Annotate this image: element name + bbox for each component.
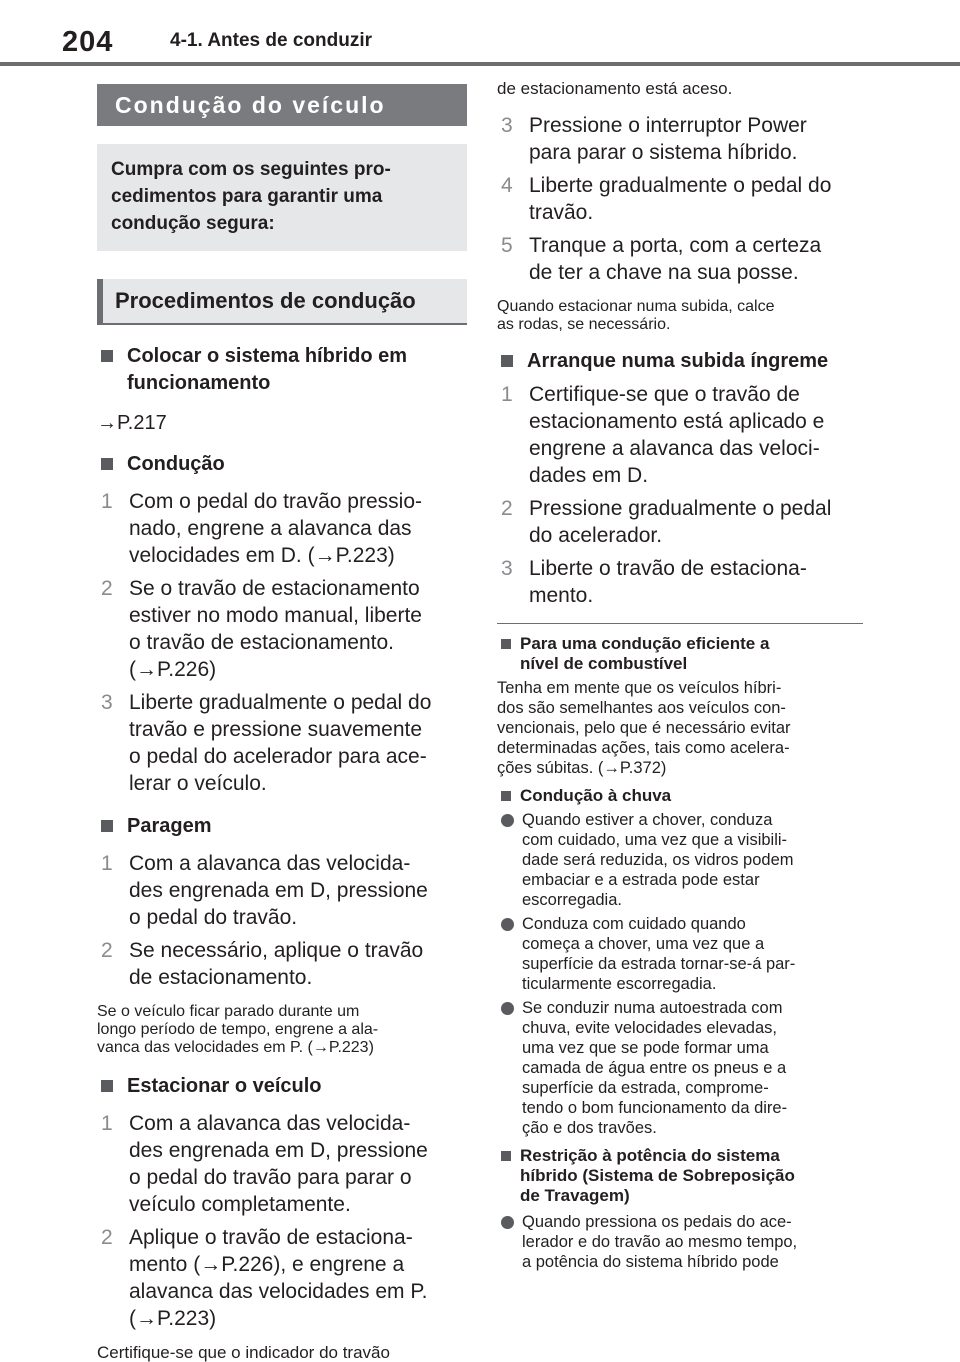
text-line: chuva, evite velocidades elevadas, xyxy=(522,1019,777,1037)
intro-line: condução segura: xyxy=(111,213,275,234)
step-number: 2 xyxy=(501,497,513,520)
step-number: 1 xyxy=(101,490,113,513)
step-item xyxy=(497,381,865,489)
text-line: ticularmente escorregadia. xyxy=(522,975,717,993)
step-line: Pressione o interruptor Power xyxy=(529,114,807,137)
step-line: mento (→P.226), e engrene a xyxy=(129,1253,405,1276)
step-line: velocidades em D. (→P.223) xyxy=(129,544,395,567)
step-line: (→P.226) xyxy=(129,658,217,681)
text-line: uma vez que se pode formar uma xyxy=(522,1039,769,1057)
step-number: 2 xyxy=(101,1226,113,1249)
round-bullet-icon xyxy=(501,918,514,931)
heading-line: Restrição à potência do sistema xyxy=(520,1146,780,1165)
step-item xyxy=(97,689,467,797)
text-line: tendo o bom funcionamento da dire- xyxy=(522,1099,788,1117)
text-line: dos são semelhantes aos veículos con- xyxy=(497,699,786,717)
heading-text: Estacionar o veículo xyxy=(127,1075,322,1097)
subsection-title: Procedimentos de condução xyxy=(97,279,467,325)
heading-line: híbrido (Sistema de Sobreposição xyxy=(520,1166,795,1185)
intro-line: Cumpra com os seguintes pro- xyxy=(111,159,391,180)
step-number: 1 xyxy=(101,1112,113,1135)
bullet-item xyxy=(497,1212,865,1272)
step-item xyxy=(97,1110,467,1218)
step-line: mento. xyxy=(529,584,594,607)
step-number: 2 xyxy=(101,939,113,962)
step-item xyxy=(497,555,865,609)
square-bullet-icon xyxy=(501,355,513,367)
step-item xyxy=(97,488,467,569)
note-line: as rodas, se necessário. xyxy=(497,316,671,333)
info-text xyxy=(497,678,865,778)
text-line: Se conduzir numa autoestrada com xyxy=(522,999,783,1017)
step-line: do acelerador. xyxy=(529,524,663,547)
text-line: determinadas ações, tais como acelera- xyxy=(497,739,790,757)
square-bullet-icon xyxy=(501,791,511,801)
square-bullet-icon xyxy=(101,350,113,362)
step-line: o pedal do acelerador para ace- xyxy=(129,745,427,768)
step-number: 5 xyxy=(501,234,513,257)
step-line: o travão de estacionamento. xyxy=(129,631,395,654)
page-number: 204 xyxy=(62,26,114,58)
step-line: Com o pedal do travão pressio- xyxy=(129,490,422,513)
page-header xyxy=(0,0,960,66)
step-line: travão e pressione suavemente xyxy=(129,718,423,741)
heading-driving xyxy=(97,451,467,478)
note-line: vanca das velocidades em P. (→P.223) xyxy=(97,1039,374,1056)
step-line: estiver no modo manual, liberte xyxy=(129,604,422,627)
text-line: superfície da estrada tornar-se-á par- xyxy=(522,955,796,973)
text-line: ções súbitas. (→P.372) xyxy=(497,759,667,777)
heading-start-hybrid xyxy=(97,343,467,397)
step-line: Liberte gradualmente o pedal do xyxy=(129,691,432,714)
step-line: Liberte gradualmente o pedal do xyxy=(529,174,832,197)
round-bullet-icon xyxy=(501,1002,514,1015)
step-item xyxy=(97,937,467,991)
text-line: Conduza com cuidado quando xyxy=(522,915,746,933)
text-line: ção e dos travões. xyxy=(522,1119,657,1137)
step-line: o pedal do travão. xyxy=(129,906,298,929)
bullet-item xyxy=(497,810,865,910)
step-line: Certifique-se que o travão de xyxy=(529,383,800,406)
heading-line: funcionamento xyxy=(127,372,271,394)
right-column xyxy=(497,78,865,1272)
text-line: a potência do sistema híbrido pode xyxy=(522,1253,779,1271)
step-line: Se o travão de estacionamento xyxy=(129,577,420,600)
step-item xyxy=(497,112,865,166)
step-line: Aplique o travão de estaciona- xyxy=(129,1226,413,1249)
step-line: para parar o sistema híbrido. xyxy=(529,141,798,164)
intro-box xyxy=(97,144,467,251)
text-line: embaciar e a estrada pode estar xyxy=(522,871,760,889)
note: Certifique-se que o indicador do travão xyxy=(97,1343,390,1362)
text-line: começa a chover, uma vez que a xyxy=(522,935,765,953)
step-line: nado, engrene a alavanca das xyxy=(129,517,412,540)
step-number: 1 xyxy=(501,383,513,406)
square-bullet-icon xyxy=(101,1080,113,1092)
step-line: lerar o veículo. xyxy=(129,772,267,795)
step-line: Com a alavanca das velocida- xyxy=(129,852,411,875)
step-item xyxy=(497,495,865,549)
text-line: escorregadia. xyxy=(522,891,622,909)
round-bullet-icon xyxy=(501,814,514,827)
header-divider xyxy=(0,62,960,66)
note-line: Se o veículo ficar parado durante um xyxy=(97,1003,360,1020)
section-title: Condução do veículo xyxy=(97,84,467,126)
text-line: Quando estiver a chover, conduza xyxy=(522,811,773,829)
continued-note: de estacionamento está aceso. xyxy=(497,79,733,98)
step-number: 3 xyxy=(101,691,113,714)
square-bullet-icon xyxy=(501,1151,511,1161)
square-bullet-icon xyxy=(501,639,511,649)
heading-text: Arranque numa subida íngreme xyxy=(527,350,829,372)
step-line: alavanca das velocidades em P. xyxy=(129,1280,428,1303)
step-number: 4 xyxy=(501,174,513,197)
step-line: engrene a alavanca das veloci- xyxy=(529,437,820,460)
text-line: com cuidado, uma vez que a visibili- xyxy=(522,831,788,849)
section-divider xyxy=(497,623,863,624)
step-line: Liberte o travão de estaciona- xyxy=(529,557,807,580)
step-item xyxy=(497,172,865,226)
step-line: des engrenada em D, pressione xyxy=(129,879,428,902)
heading-hill-start xyxy=(497,348,865,375)
step-line: estacionamento está aplicado e xyxy=(529,410,825,433)
round-bullet-icon xyxy=(501,1216,514,1229)
note-line: Quando estacionar numa subida, calce xyxy=(497,298,775,315)
intro-line: cedimentos para garantir uma xyxy=(111,186,383,207)
heading-line: de Travagem) xyxy=(520,1186,630,1205)
step-line: Com a alavanca das velocida- xyxy=(129,1112,411,1135)
heading-text: Condução à chuva xyxy=(520,786,672,805)
text-line: superfície da estrada, comprome- xyxy=(522,1079,769,1097)
step-item xyxy=(97,575,467,683)
heading-text: Paragem xyxy=(127,815,212,837)
heading-line: nível de combustível xyxy=(520,654,688,673)
step-number: 3 xyxy=(501,557,513,580)
step-line: Se necessário, aplique o travão xyxy=(129,939,424,962)
note-line: longo período de tempo, engrene a ala- xyxy=(97,1021,379,1038)
square-bullet-icon xyxy=(101,820,113,832)
step-item xyxy=(497,232,865,286)
step-line: veículo completamente. xyxy=(129,1193,351,1216)
heading-line: Colocar o sistema híbrido em xyxy=(127,345,408,367)
heading-line: Para uma condução eficiente a xyxy=(520,634,770,653)
step-number: 1 xyxy=(101,852,113,875)
page-reference: →P.217 xyxy=(97,412,167,434)
heading-text: Condução xyxy=(127,453,225,475)
bullet-item xyxy=(497,914,865,994)
step-line: Pressione gradualmente o pedal xyxy=(529,497,832,520)
step-line: (→P.223) xyxy=(129,1307,217,1330)
bullet-item xyxy=(497,998,865,1138)
info-heading-power-restriction xyxy=(497,1146,865,1206)
step-line: dades em D. xyxy=(529,464,649,487)
step-number: 2 xyxy=(101,577,113,600)
step-line: Tranque a porta, com a certeza xyxy=(529,234,822,257)
step-line: de estacionamento. xyxy=(129,966,313,989)
text-line: camada de água entre os pneus e a xyxy=(522,1059,787,1077)
note xyxy=(497,298,865,334)
text-line: Quando pressiona os pedais do ace- xyxy=(522,1213,792,1231)
step-line: o pedal do travão para parar o xyxy=(129,1166,412,1189)
step-line: de ter a chave na sua posse. xyxy=(529,261,799,284)
step-item xyxy=(97,1224,467,1332)
step-number: 3 xyxy=(501,114,513,137)
text-line: vencionais, pelo que é necessário evitar xyxy=(497,719,791,737)
square-bullet-icon xyxy=(101,458,113,470)
heading-stopping xyxy=(97,813,467,840)
heading-parking xyxy=(97,1073,467,1100)
chapter-title: 4-1. Antes de conduzir xyxy=(170,30,372,51)
left-column xyxy=(97,84,467,1362)
step-item xyxy=(97,850,467,931)
note xyxy=(97,1003,467,1057)
step-line: des engrenada em D, pressione xyxy=(129,1139,428,1162)
text-line: lerador e do travão ao mesmo tempo, xyxy=(522,1233,798,1251)
text-line: dade será reduzida, os vidros podem xyxy=(522,851,794,869)
info-heading-fuel xyxy=(497,634,865,674)
step-line: travão. xyxy=(529,201,594,224)
text-line: Tenha em mente que os veículos híbri- xyxy=(497,679,782,697)
info-heading-rain xyxy=(497,786,865,806)
